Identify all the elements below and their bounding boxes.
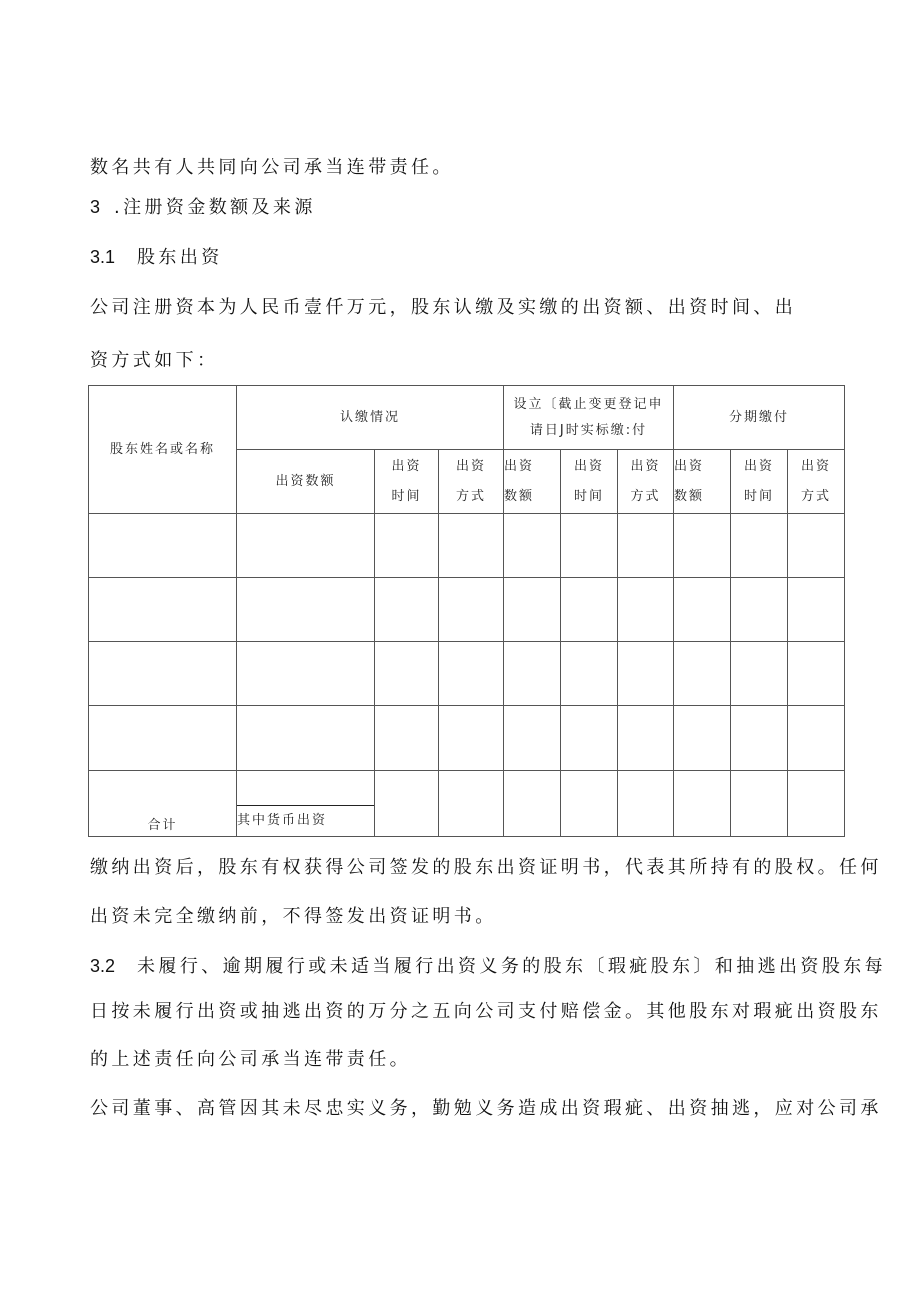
table-cell[interactable] <box>237 514 375 578</box>
table-cell[interactable] <box>439 514 504 578</box>
subheader-inst-method <box>788 450 845 514</box>
table-cell[interactable] <box>674 642 731 706</box>
label: 出资 <box>455 458 486 474</box>
table-cell[interactable] <box>439 706 504 771</box>
total-amount-value[interactable] <box>237 771 374 806</box>
table-cell[interactable] <box>504 514 561 578</box>
subheader-time <box>375 450 439 514</box>
table-cell[interactable] <box>788 642 845 706</box>
paragraph-capital-line2: 资方式如下： <box>90 350 219 371</box>
table-cell[interactable] <box>561 771 618 837</box>
header-paid-line2: 请日J时实标缴:付 <box>529 422 648 438</box>
table-cell[interactable] <box>731 642 788 706</box>
subheader-paid-method <box>618 450 674 514</box>
table-cell[interactable] <box>237 642 375 706</box>
label: 出资 <box>391 458 422 474</box>
subheader-paid-amount <box>504 450 561 514</box>
label: 出资 <box>504 458 535 474</box>
section-heading-3-1 <box>90 246 223 269</box>
section-3-2-line3: 的上述责任向公司承当连带责任。 <box>90 1049 411 1070</box>
subheader-inst-time <box>731 450 788 514</box>
table-cell[interactable] <box>375 642 439 706</box>
section-number: 3 <box>90 197 101 217</box>
table-cell[interactable] <box>375 771 439 837</box>
table-cell[interactable] <box>375 578 439 642</box>
table-cell[interactable] <box>89 514 237 578</box>
label: 数额 <box>674 488 705 504</box>
table-cell[interactable] <box>788 706 845 771</box>
table-row <box>89 642 845 706</box>
section-title: 股东出资 <box>137 247 223 268</box>
total-label-cell <box>89 771 237 837</box>
subheader-method <box>439 450 504 514</box>
label: 出资 <box>630 458 661 474</box>
header-paid-at-registration <box>504 386 674 450</box>
section-3-2-line1 <box>90 955 886 978</box>
table-cell[interactable] <box>561 514 618 578</box>
table-cell[interactable] <box>731 578 788 642</box>
paragraph-capital-line1: 公司注册资本为人民币壹仟万元，股东认缴及实缴的出资额、出资时间、出 <box>90 297 797 318</box>
table-cell[interactable] <box>89 578 237 642</box>
table-cell[interactable] <box>439 578 504 642</box>
table-total-row <box>89 771 845 837</box>
table-cell[interactable] <box>674 578 731 642</box>
table-cell[interactable] <box>375 706 439 771</box>
table-cell[interactable] <box>674 706 731 771</box>
table-cell[interactable] <box>504 578 561 642</box>
paragraph-certificate-line1: 缴纳出资后，股东有权获得公司签发的股东出资证明书，代表其所持有的股权。任何 <box>90 857 882 878</box>
section-3-2-line2: 日按未履行出资或抽逃出资的万分之五向公司支付赔偿金。其他股东对瑕疵出资股东 <box>90 1001 882 1022</box>
label: 方式 <box>800 488 831 504</box>
table-cell[interactable] <box>618 514 674 578</box>
table-cell[interactable] <box>618 578 674 642</box>
table-cell[interactable] <box>731 706 788 771</box>
total-label: 合计 <box>147 818 178 833</box>
section-text: 未履行、逾期履行或未适当履行出资义务的股东〔瑕疵股东〕和抽逃出资股东每 <box>137 956 887 977</box>
label: 出资 <box>573 458 604 474</box>
table-row <box>89 514 845 578</box>
label: 方式 <box>630 488 661 504</box>
subheader-amount: 出资数额 <box>237 450 375 514</box>
table-cell[interactable] <box>618 706 674 771</box>
header-shareholder-name: 股东姓名或名称 <box>89 386 237 514</box>
table-cell[interactable] <box>89 642 237 706</box>
section-title: .注册资金数额及来源 <box>114 197 316 218</box>
paragraph-directors-line1: 公司董事、高管因其未尽忠实义务，勤勉义务造成出资瑕疵、出资抽逃，应对公司承 <box>90 1098 882 1119</box>
table-cell[interactable] <box>731 771 788 837</box>
table-cell[interactable] <box>375 514 439 578</box>
header-installment: 分期缴付 <box>674 386 845 450</box>
header-paid-line1: 设立〔截止变更登记申 <box>513 396 664 412</box>
table-cell[interactable] <box>618 771 674 837</box>
table-cell[interactable] <box>504 771 561 837</box>
total-cash-label: 其中货币出资 <box>237 813 328 828</box>
table-cell[interactable] <box>788 771 845 837</box>
table-cell[interactable] <box>674 771 731 837</box>
label: 时间 <box>743 488 774 504</box>
subheader-paid-time <box>561 450 618 514</box>
label: 数额 <box>504 488 535 504</box>
table-cell[interactable] <box>237 706 375 771</box>
table-cell[interactable] <box>504 706 561 771</box>
paragraph-certificate-line2: 出资未完全缴纳前，不得签发出资证明书。 <box>90 906 497 927</box>
label: 出资 <box>743 458 774 474</box>
total-amount-cell[interactable] <box>237 771 375 837</box>
paragraph-continuation: 数名共有人共同向公司承当连带责任。 <box>90 157 454 178</box>
table-cell[interactable] <box>439 771 504 837</box>
label: 时间 <box>573 488 604 504</box>
section-number: 3.1 <box>90 247 116 267</box>
table-cell[interactable] <box>237 578 375 642</box>
table-row <box>89 578 845 642</box>
label: 方式 <box>455 488 486 504</box>
table-cell[interactable] <box>561 642 618 706</box>
table-cell[interactable] <box>788 514 845 578</box>
table-cell[interactable] <box>561 706 618 771</box>
label: 出资 <box>674 458 705 474</box>
contribution-table <box>88 385 845 837</box>
table-cell[interactable] <box>504 642 561 706</box>
table-cell[interactable] <box>439 642 504 706</box>
section-heading-3 <box>90 196 316 219</box>
table-cell[interactable] <box>731 514 788 578</box>
section-number: 3.2 <box>90 956 116 976</box>
label: 出资 <box>800 458 831 474</box>
table-row <box>89 706 845 771</box>
header-subscribed: 认缴情况 <box>237 386 504 450</box>
subheader-inst-amount <box>674 450 731 514</box>
table-cell[interactable] <box>788 578 845 642</box>
label: 时间 <box>391 488 422 504</box>
table-cell[interactable] <box>618 642 674 706</box>
table-cell[interactable] <box>89 706 237 771</box>
table-cell[interactable] <box>674 514 731 578</box>
table-cell[interactable] <box>561 578 618 642</box>
